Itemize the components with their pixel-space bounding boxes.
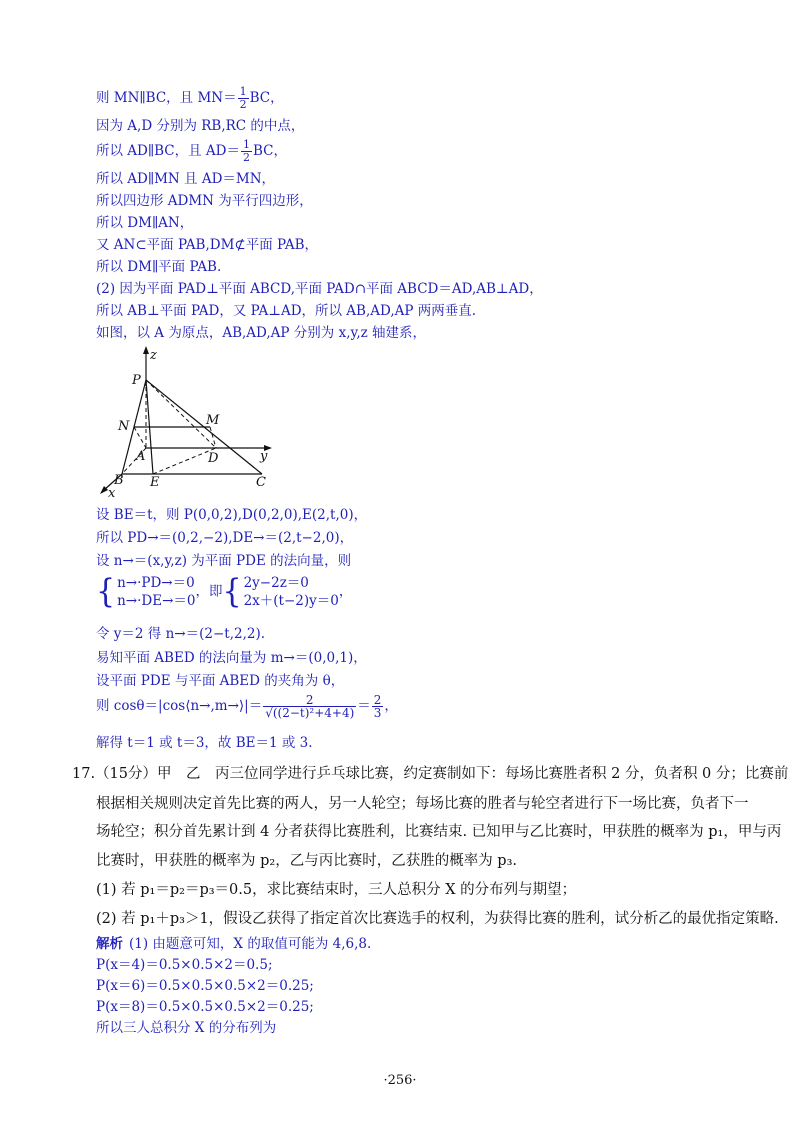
fraction: $\frac{1}{2}$ — [242, 138, 250, 164]
label-E: E — [150, 475, 160, 490]
solution-line: 所以 DM∥AN， — [96, 215, 194, 231]
analysis-line: 解析 (1) 由题意可知，X 的取值可能为 4,6,8. — [96, 936, 372, 952]
analysis-label: 解析 — [96, 936, 123, 952]
solution-line: 所以 DM∥平面 PAB. — [96, 259, 222, 275]
label-A: A — [136, 449, 146, 464]
problem-17-subquestion-1: (1) 若 p₁＝p₂＝p₃＝0.5，求比赛结束时，三人总积分 X 的分布列与期望； — [96, 882, 577, 898]
solution-line: 设 n→＝(x,y,z) 为平面 PDE 的法向量，则 — [96, 553, 352, 569]
page-number: ·256· — [383, 1073, 417, 1088]
solution-line: 又 AN⊂平面 PAB,DM⊄平面 PAB， — [96, 237, 319, 253]
analysis-line: P(x＝4)＝0.5×0.5×2＝0.5; — [96, 957, 273, 973]
problem-17-subquestion-2: (2) 若 p₁＋p₃＞1，假设乙获得了指定首次比赛选手的权利，为获得比赛的胜利，试分析乙的最优指定策略. — [96, 911, 779, 927]
analysis-line: 所以三人总积分 X 的分布列为 — [96, 1020, 277, 1036]
analysis-line: P(x＝6)＝0.5×0.5×0.5×2＝0.25; — [96, 978, 314, 994]
z-axis-arrow — [143, 346, 149, 354]
edge-ED — [153, 448, 216, 474]
solution-line: 所以四边形 ADMN 为平行四边形， — [96, 193, 313, 209]
problem-17-line: 17.（15分）甲 乙 丙三位同学进行乒乓球比赛，约定赛制如下：每场比赛胜者积 2 分，负者积 0 分；比赛前 — [72, 766, 789, 782]
label-B: B — [114, 473, 124, 488]
solution-line: 所以 AD∥BC，且 AD＝ $\frac{1}{2}$ BC， — [96, 138, 287, 164]
solution-line: 令 y＝2 得 n→＝(2−t,2,2). — [96, 626, 266, 642]
label-y: y — [260, 449, 268, 464]
pyramid-figure — [96, 344, 286, 499]
solution-line: 因为 A,D 分别为 RB,RC 的中点， — [96, 118, 305, 134]
equation-system: { n→·PD→＝0 n→·DE→＝0，即{ 2y−2z＝0 2x＋(t−2)y＝0， — [96, 572, 353, 611]
solution-line: (2) 因为平面 PAD⊥平面 ABCD,平面 PAD∩平面 ABCD＝AD,AB⊥AD， — [96, 281, 543, 297]
label-z: z — [150, 348, 157, 363]
solution-line: 如图，以 A 为原点，AB,AD,AP 分别为 x,y,z 轴建系， — [96, 325, 427, 341]
solution-line: 所以 AB⊥平面 PAD，又 PA⊥AD，所以 AB,AD,AP 两两垂直. — [96, 303, 477, 319]
problem-17-line: 场轮空；积分首先累计到 4 分者获得比赛胜利，比赛结束. 已知甲与乙比赛时，甲获胜的概率为 p₁，甲与丙 — [96, 824, 782, 840]
fraction: $\frac{2}{\text{√((2−t)²+4+4)}}$ — [265, 693, 355, 720]
cosine-formula: 则 cosθ＝|cos⟨n→,m→⟩|＝ $\frac{2}{\text{√((2−t)²+4+4)}}$ ＝ $\frac{2}{3}$ ， — [96, 693, 398, 720]
label-P: P — [132, 373, 141, 388]
analysis-line: P(x＝8)＝0.5×0.5×0.5×2＝0.25; — [96, 999, 314, 1015]
fraction: $\frac{2}{3}$ — [373, 693, 382, 720]
solution-line: 易知平面 ABED 的法向量为 m→＝(0,0,1)， — [96, 650, 367, 666]
edge-NA — [134, 427, 146, 448]
solution-line: 所以 PD→＝(0,2,−2),DE→＝(2,t−2,0)， — [96, 530, 354, 546]
solution-line: 则 MN∥BC，且 MN＝ $\frac{1}{2}$ BC， — [96, 85, 284, 111]
label-N: N — [118, 419, 130, 434]
solution-line: 解得 t＝1 或 t＝3，故 BE＝1 或 3. — [96, 735, 313, 751]
solution-line: 设 BE＝t，则 P(0,0,2),D(0,2,0),E(2,t,0)， — [96, 507, 368, 523]
solution-line: 设平面 PDE 与平面 ABED 的夹角为 θ， — [96, 673, 345, 689]
solution-line: 所以 AD∥MN 且 AD＝MN， — [96, 171, 276, 187]
label-M: M — [206, 413, 220, 428]
problem-17-line: 根据相关规则决定首先比赛的两人，另一人轮空；每场比赛的胜者与轮空者进行下一场比赛，负者下一 — [96, 796, 749, 812]
label-D: D — [208, 451, 219, 466]
fraction: $\frac{1}{2}$ — [239, 85, 247, 111]
label-C: C — [256, 475, 266, 490]
problem-17-line: 比赛时，甲获胜的概率为 p₂，乙与丙比赛时，乙获胜的概率为 p₃. — [96, 853, 518, 869]
label-x: x — [108, 486, 116, 499]
